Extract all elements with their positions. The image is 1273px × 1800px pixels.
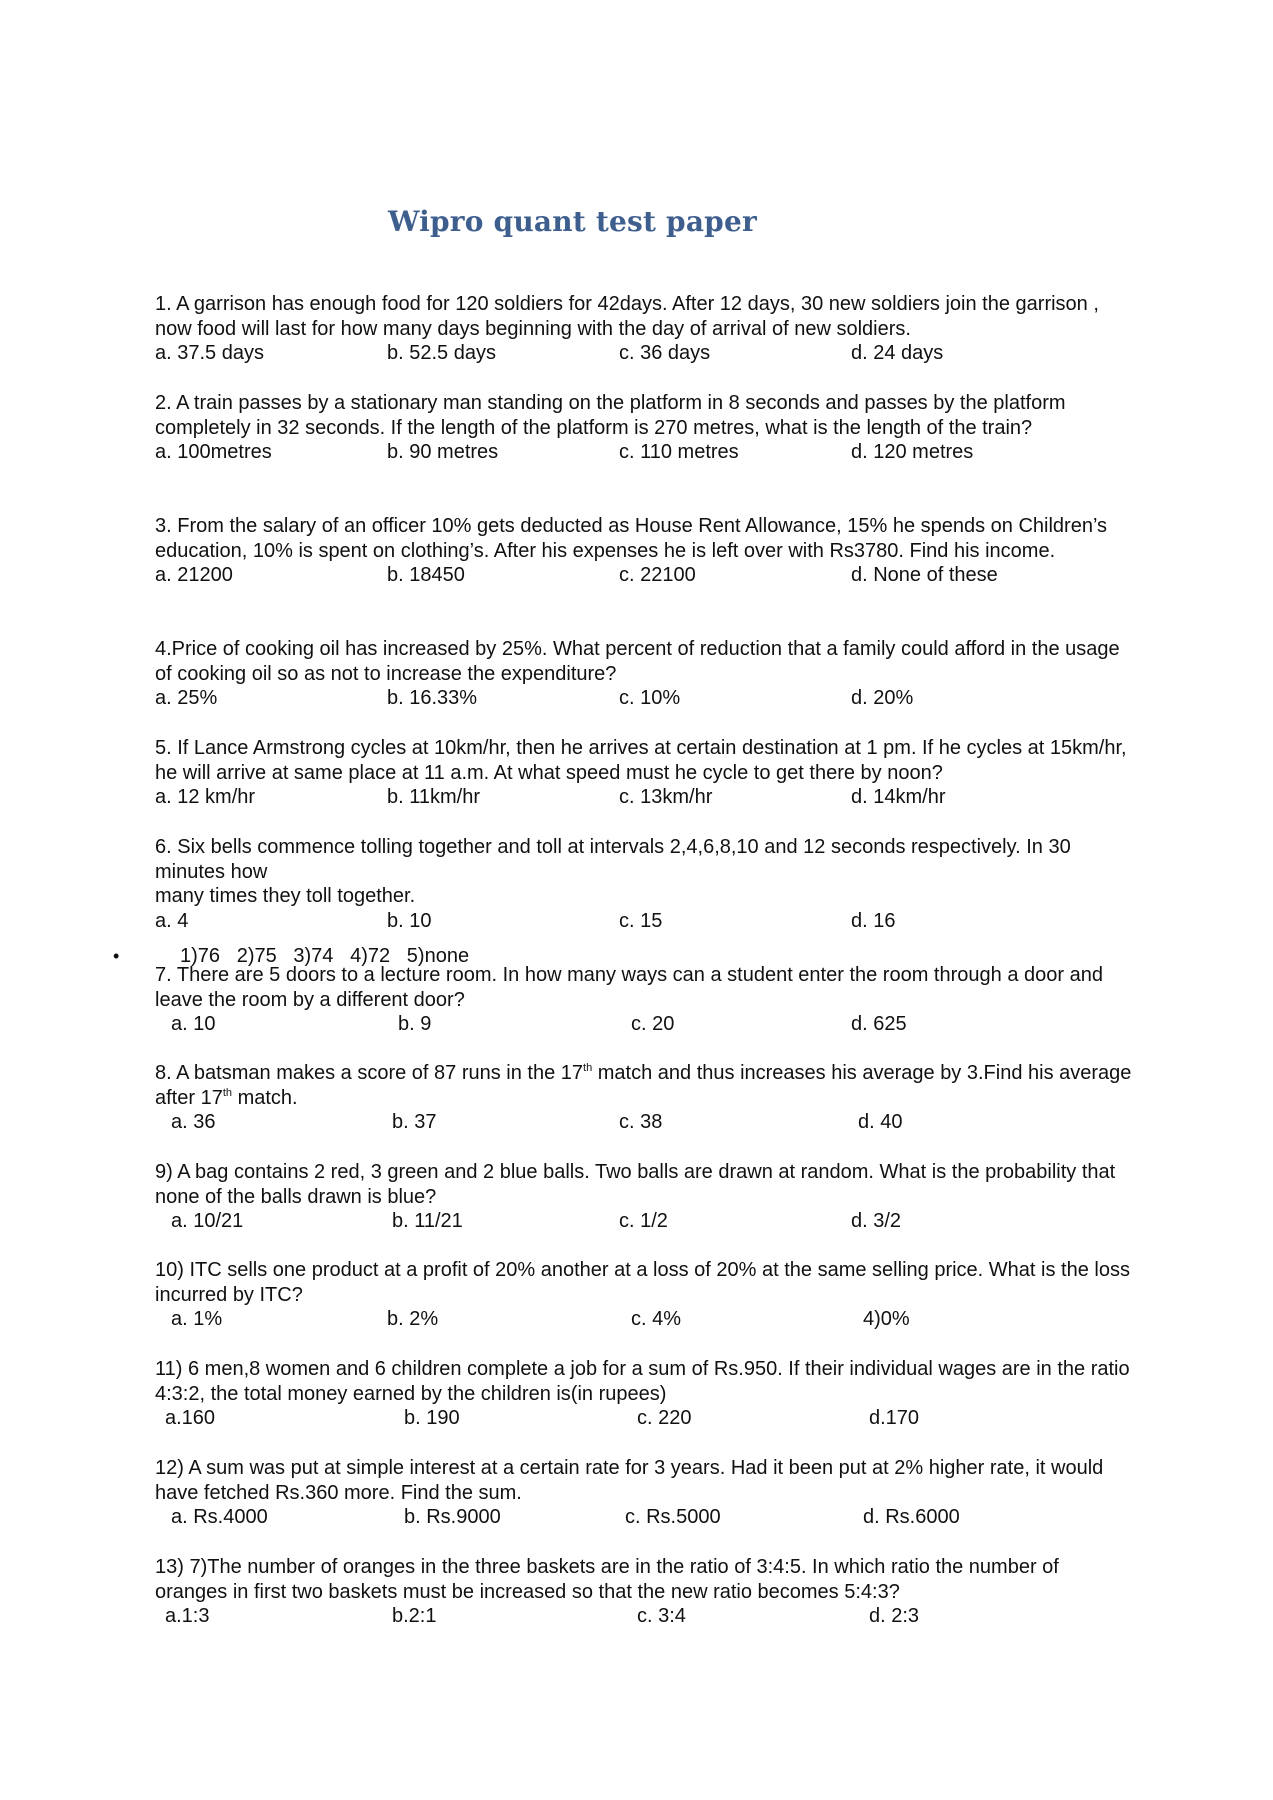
options-row (155, 1209, 1135, 1234)
option-b: b. 16.33% (387, 687, 478, 709)
options-row (155, 1604, 1135, 1629)
option-a: a. 37.5 days (155, 342, 264, 364)
question-text: 1. A garrison has enough food for 120 soldiers for 42days. After 12 days, 30 new soldiers join the garrison , now food will last for how many days beginning with the day of arrival of new soldiers. (155, 293, 1099, 340)
options-row (155, 341, 1135, 366)
option-c: c. 110 metres (619, 441, 739, 463)
option-b: b. 52.5 days (387, 342, 496, 364)
options-row (155, 1110, 1135, 1135)
option-d: d.170 (869, 1407, 920, 1429)
options-row (155, 563, 1135, 588)
options-row (155, 1012, 1135, 1037)
options-row (155, 440, 1135, 465)
option-a: a. 36 (171, 1111, 216, 1133)
option-d: d. 24 days (851, 342, 944, 364)
question-7 (155, 963, 1135, 1037)
question-text: 11) 6 men,8 women and 6 children complete a job for a sum of Rs.950. If their individual wages are in the ratio 4:3:2, the total money earned by the children is(in rupees) (155, 1358, 1130, 1405)
option-d: d. 14km/hr (851, 786, 946, 808)
option-d: d. 40 (858, 1111, 903, 1133)
bullet-answer-options: 1)76 2)75 3)74 4)72 5)none (180, 945, 470, 967)
option-c: c. 15 (619, 909, 663, 932)
option-c: c. 36 days (619, 342, 711, 364)
question-1 (155, 292, 1135, 366)
question-text (155, 1061, 1135, 1110)
question-text-line2: many times they toll together. (155, 885, 416, 907)
option-a: a. 4 (155, 909, 189, 932)
option-b: b. 10 (387, 909, 432, 932)
option-a: a.160 (165, 1407, 216, 1429)
option-c: c. 1/2 (619, 1210, 668, 1232)
question-text: 5. If Lance Armstrong cycles at 10km/hr, then he arrives at certain destination at 1 pm. If he cycles at 15km/hr, he will arrive at same place at 11 a.m. At what speed must he cycle to get there by noon? (155, 737, 1127, 784)
options-row (155, 909, 1135, 934)
option-c: c. Rs.5000 (625, 1506, 721, 1528)
options-row (155, 785, 1135, 810)
option-a: a. 10/21 (171, 1210, 244, 1232)
option-b: b. 18450 (387, 564, 465, 586)
question-text: 9) A bag contains 2 red, 3 green and 2 blue balls. Two balls are drawn at random. What is the probability that none of the balls drawn is blue? (155, 1161, 1116, 1208)
option-c: c. 13km/hr (619, 786, 713, 808)
superscript-th: th (222, 1086, 233, 1099)
question-text-part2: match and thus increases his average by 3.Find his average after 17 (155, 1062, 1132, 1109)
question-4 (155, 637, 1135, 711)
option-b: b. Rs.9000 (404, 1506, 501, 1528)
option-b: b. 190 (404, 1407, 460, 1429)
options-row (155, 686, 1135, 711)
option-b: b. 2% (387, 1308, 439, 1330)
option-c: c. 220 (637, 1407, 692, 1429)
option-b: b. 11/21 (392, 1210, 463, 1232)
option-d: d. 16 (851, 909, 896, 932)
bullet-icon: • (113, 946, 120, 966)
question-12 (155, 1456, 1135, 1530)
option-d: d. Rs.6000 (863, 1506, 960, 1528)
option-b: b. 11km/hr (387, 786, 480, 808)
question-text: 12) A sum was put at simple interest at a certain rate for 3 years. Had it been put at 2% higher rate, it would have fetched Rs.360 more. Find the sum. (155, 1457, 1104, 1504)
option-d: d. 120 metres (851, 441, 974, 463)
option-d: d. 20% (851, 687, 914, 709)
question-text-part3: match. (232, 1086, 298, 1109)
options-row (155, 1406, 1135, 1431)
options-row (155, 1505, 1135, 1530)
option-b: b. 37 (392, 1111, 437, 1133)
page-title: Wipro quant test paper (388, 205, 757, 238)
option-c: c. 4% (631, 1308, 682, 1330)
option-c: c. 3:4 (637, 1605, 686, 1627)
option-c: c. 20 (631, 1013, 675, 1035)
option-d: d. 625 (851, 1013, 907, 1035)
question-3 (155, 514, 1135, 588)
option-c: c. 38 (619, 1111, 663, 1133)
option-a: a. 21200 (155, 564, 233, 586)
option-a: a. 1% (171, 1308, 223, 1330)
option-a: a. Rs.4000 (171, 1506, 268, 1528)
question-text: 10) ITC sells one product at a profit of 20% another at a loss of 20% at the same selling price. What is the loss incurred by ITC? (155, 1259, 1130, 1306)
option-a: a. 100metres (155, 441, 272, 463)
question-text: 4.Price of cooking oil has increased by 25%. What percent of reduction that a family could afford in the usage of cooking oil so as not to increase the expenditure? (155, 638, 1120, 685)
question-text: 3. From the salary of an officer 10% gets deducted as House Rent Allowance, 15% he spends on Children’s education, 10% is spent on clothing’s. After his expenses he is left over with Rs3780. Find his income. (155, 515, 1108, 562)
option-b: b.2:1 (392, 1605, 437, 1627)
option-d: 4)0% (863, 1308, 910, 1330)
question-8 (155, 1061, 1135, 1135)
option-c: c. 22100 (619, 564, 696, 586)
question-text-line1: 6. Six bells commence tolling together and toll at intervals 2,4,6,8,10 and 12 seconds respectively. In 30 minutes how (155, 836, 1071, 883)
option-a: a.1:3 (165, 1605, 210, 1627)
option-b: b. 9 (398, 1013, 432, 1035)
option-d: d. None of these (851, 564, 998, 586)
question-text: 7. There are 5 doors to a lecture room. In how many ways can a student enter the room through a door and leave the room by a different door? (155, 964, 1103, 1011)
option-d: d. 3/2 (851, 1210, 902, 1232)
question-text: 13) 7)The number of oranges in the three baskets are in the ratio of 3:4:5. In which ratio the number of oranges in first two baskets must be increased so that the new ratio becomes 5:4:3? (155, 1556, 1059, 1603)
question-13 (155, 1555, 1135, 1629)
question-text: 2. A train passes by a stationary man standing on the platform in 8 seconds and passes by the platform completely in 32 seconds. If the length of the platform is 270 metres, what is the length of the train? (155, 392, 1066, 439)
options-row (155, 1307, 1135, 1332)
option-a: a. 25% (155, 687, 218, 709)
option-a: a. 12 km/hr (155, 786, 256, 808)
option-d: d. 2:3 (869, 1605, 920, 1627)
option-a: a. 10 (171, 1013, 216, 1035)
question-2 (155, 391, 1135, 465)
question-10 (155, 1258, 1135, 1332)
question-5 (155, 736, 1135, 810)
option-b: b. 90 metres (387, 441, 499, 463)
option-c: c. 10% (619, 687, 681, 709)
question-6 (155, 835, 1135, 934)
question-9 (155, 1160, 1135, 1234)
superscript-th: th (583, 1062, 593, 1074)
question-text-part1: 8. A batsman makes a score of 87 runs in the 17 (155, 1062, 584, 1084)
question-11 (155, 1357, 1135, 1431)
